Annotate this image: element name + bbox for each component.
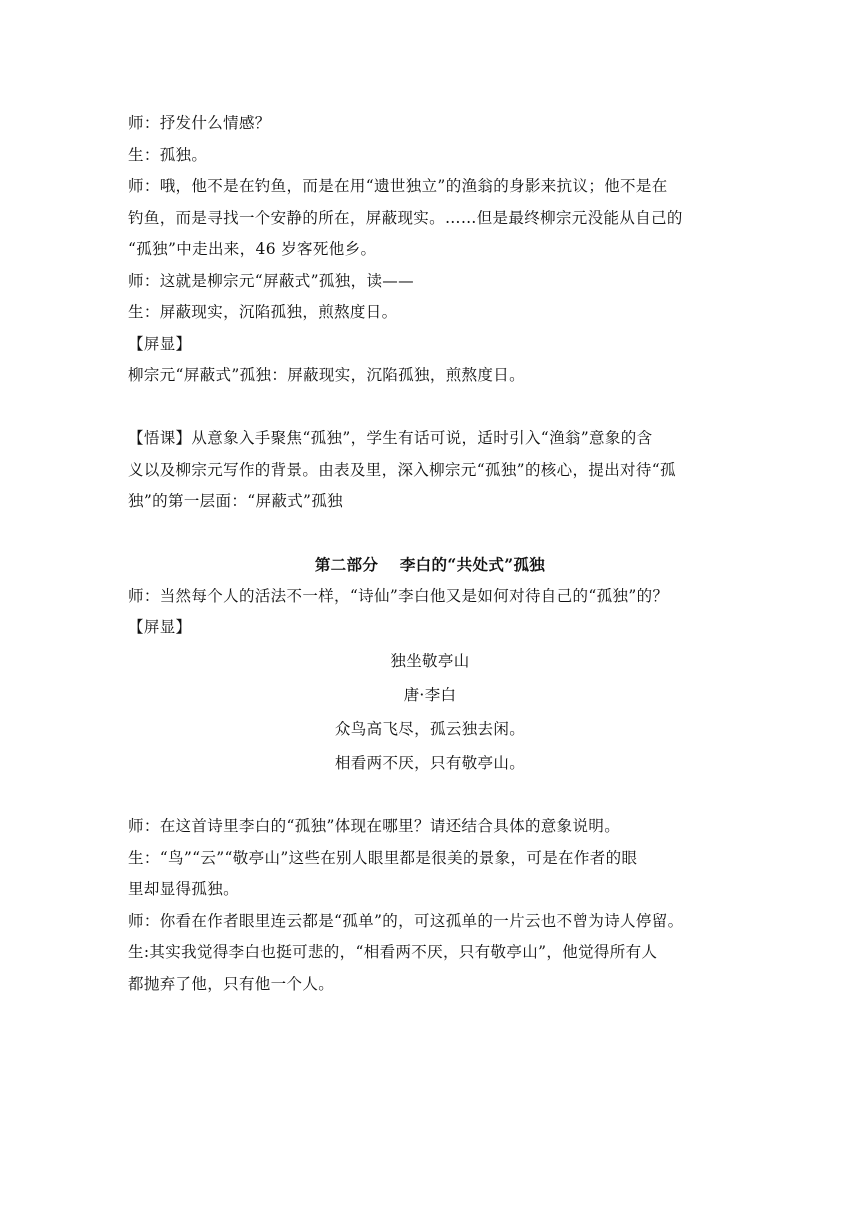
poem-author: 唐·李白	[403, 685, 457, 704]
reflection-line: 义以及柳宗元写作的背景。由表及里，深入柳宗元“孤独”的核心，提出对待“孤	[128, 460, 676, 479]
paragraph-line: 里却显得孤独。	[128, 880, 239, 898]
document-body	[128, 108, 732, 1000]
paragraph-line: 生:其实我觉得李白也挺可悲的，“相看两不厌，只有敬亭山”，他觉得所有人	[128, 943, 658, 961]
screen-display-label: 【屏显】	[128, 334, 192, 353]
poem-title: 独坐敬亭山	[390, 651, 470, 670]
paragraph-line: 师：在这首诗里李白的“孤独”体现在哪里？请还结合具体的意象说明。	[128, 817, 621, 835]
poem-verse: 相看两不厌，只有敬亭山。	[334, 753, 526, 772]
paragraph-line: 柳宗元“屏蔽式”孤独：屏蔽现实，沉陷孤独，煎熬度日。	[128, 366, 525, 384]
screen-display-label: 【屏显】	[128, 618, 192, 636]
paragraph-line: 师：抒发什么情感？	[128, 114, 271, 132]
section-heading: 第二部分 李白的“共处式”孤独	[314, 555, 546, 574]
paragraph-line: 生：屏蔽现实，沉陷孤独，煎熬度日。	[128, 303, 398, 321]
paragraph-line: 生：“鸟”“云”“敬亭山”这些在别人眼里都是很美的景象，可是在作者的眼	[128, 848, 638, 867]
blank-line	[128, 780, 732, 812]
paragraph-line: 都抛弃了他，只有他一个人。	[128, 974, 335, 993]
reflection-line: 独”的第一层面：“屏蔽式”孤独	[128, 492, 344, 510]
paragraph-line: 生：孤独。	[128, 145, 208, 164]
paragraph-line: 师：当然每个人的活法不一样，“诗仙”李白他又是如何对待自己的“孤独”的？	[128, 586, 669, 605]
paragraph-line: 师：哦，他不是在钓鱼，而是在用“遗世独立”的渔翁的身影来抗议；他不是在	[128, 177, 668, 195]
paragraph-line: 师：这就是柳宗元“屏蔽式”孤独，读——	[128, 271, 414, 290]
blank-line	[128, 518, 732, 550]
reflection-line: 【悟课】从意象入手聚焦“孤独”，学生有话可说，适时引入“渔翁”意象的含	[128, 429, 653, 447]
paragraph-line: 师：你看在作者眼里连云都是“孤单”的，可这孤单的一片云也不曾为诗人停留。	[128, 911, 684, 930]
poem-verse: 众鸟高飞尽，孤云独去闲。	[334, 719, 526, 738]
blank-line	[128, 392, 732, 424]
paragraph-line: “孤独”中走出来，46 岁客死他乡。	[128, 240, 377, 258]
poem-block	[128, 644, 732, 780]
paragraph-line: 钓鱼，而是寻找一个安静的所在，屏蔽现实。……但是最终柳宗元没能从自己的	[128, 208, 683, 227]
